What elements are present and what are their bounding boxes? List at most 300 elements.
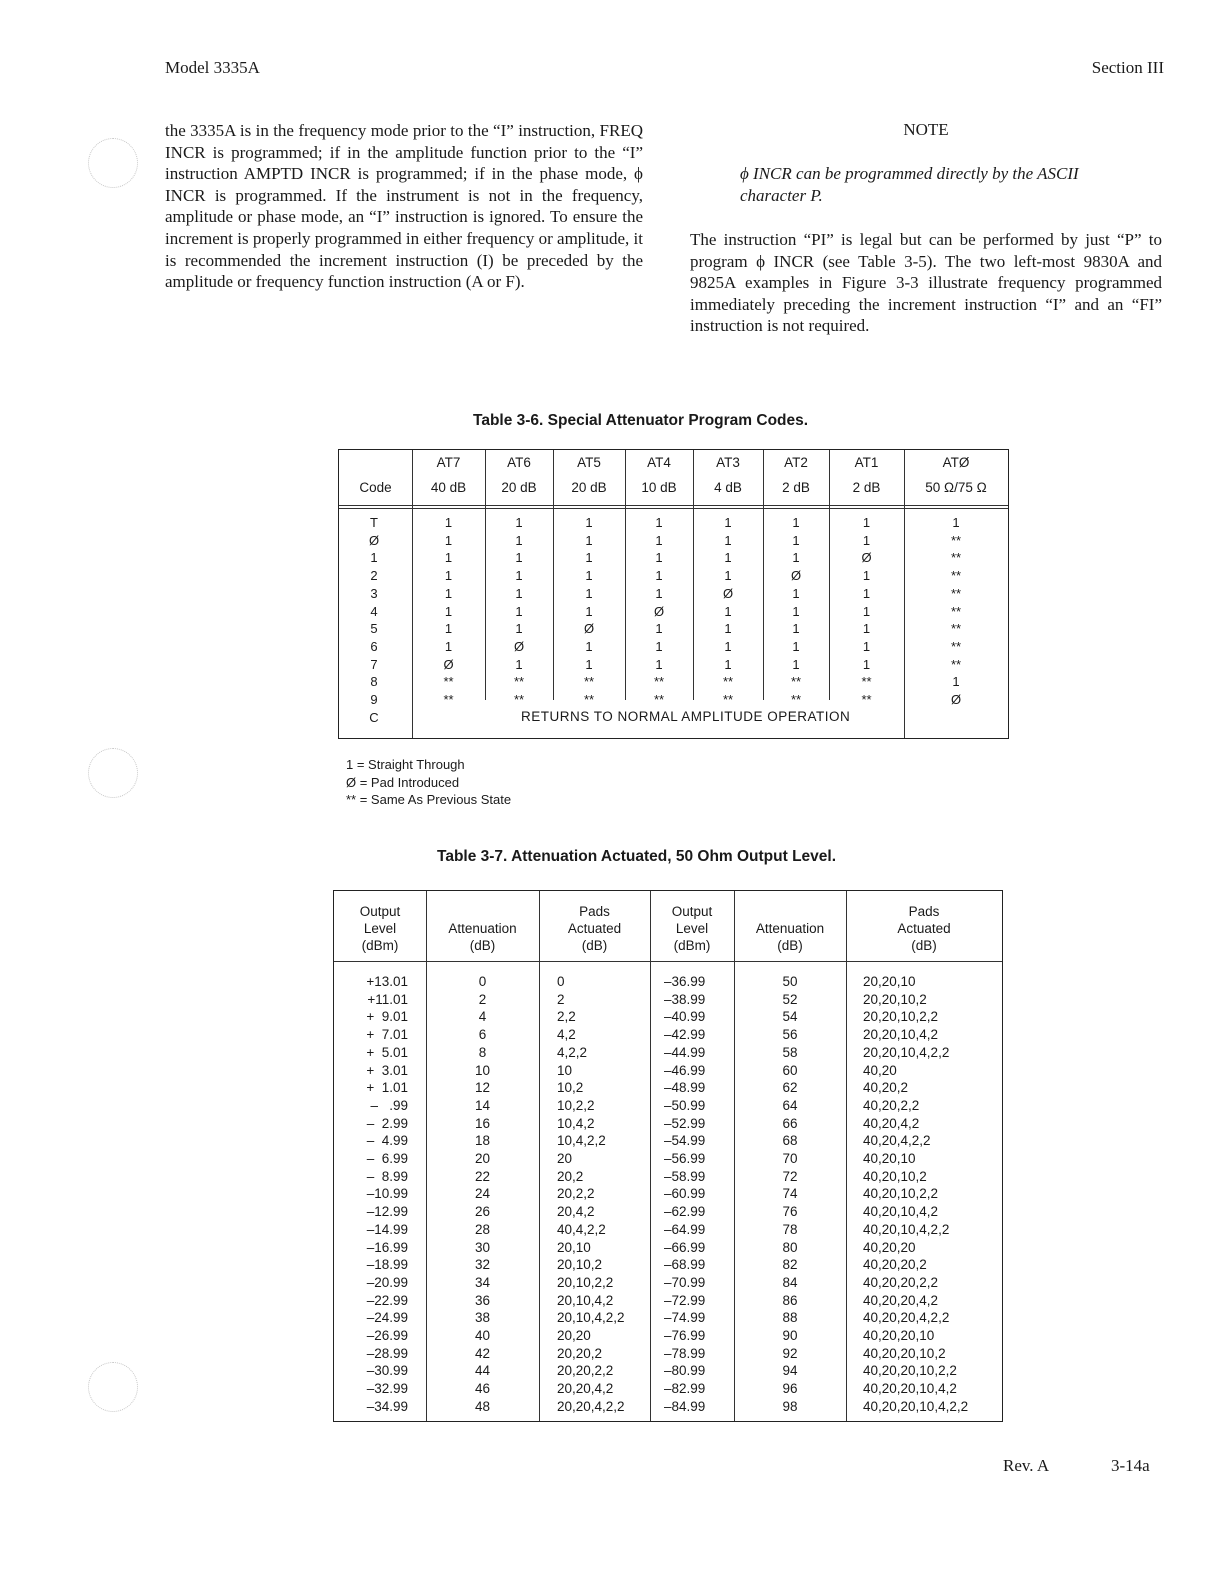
table-3-7-cell: 40,20,10,2,2 [863,1186,939,1202]
body-paragraph-left: the 3335A is in the frequency mode prior to the “I” instruction, FREQ INCR is programmed; if in the amplitude function prior to the “I” instruction AMPTD INCR is programmed; if in the phase mode, ϕ INCR is programmed. If the instrument is not in the frequency, amplitude or phase mode, an “I” instruction is ignored. To ensure the increment is properly programmed in either frequency or amplitude, it is recommended the increment instruction (I) be preceded by the amplitude or frequency function instruction (A or F). [165,121,643,292]
table-3-6-cell: ** [950,568,962,584]
table-3-6-row-code-c: C [369,709,379,725]
table-3-7-cell: –50.99 [664,1097,706,1113]
table-3-7-cell: 22 [474,1168,491,1184]
table-3-7-cell: 66 [782,1115,798,1131]
table-3-7-cell: 10,4,2 [557,1115,595,1131]
table-3-7-cell: –66.99 [664,1239,706,1255]
table-3-7-cell: –60.99 [664,1186,706,1202]
table-3-7-col-header [846,903,1002,954]
table-3-6-code-header: Code [359,480,392,495]
table-3-6-cell: ** [950,621,962,637]
table-3-6-cell: Ø [653,603,665,619]
table-3-7-header-line: Level [675,921,709,936]
table-3-7-cell: 40,20,10,4,2,2 [863,1221,950,1237]
table-3-7-cell: 20,10 [557,1239,591,1255]
table-3-7-right-output_level-column [664,973,728,1416]
table-3-7-cell: 20,2,2 [557,1186,595,1202]
table-3-7-cell: –40.99 [664,1009,706,1025]
table-3-6-cell: ** [861,692,872,707]
table-3-6-cell: ** [653,692,665,707]
table-3-6-cell: Ø [861,550,872,566]
table-3-7-cell: –18.99 [366,1257,408,1273]
table-3-6-row-code: T [370,515,378,530]
table-3-7-cell: 30 [474,1239,491,1255]
note-title: NOTE [903,120,949,139]
table-3-7-cell: –46.99 [664,1062,706,1078]
table-3-7-cell: –30.99 [366,1363,408,1379]
table-3-6-returns-note: RETURNS TO NORMAL AMPLITUDE OPERATION [521,708,851,724]
table-3-7-header-line: Output [359,904,401,919]
table-3-6-cell: ** [722,692,734,707]
table-3-7-cell: 74 [782,1186,798,1202]
table-3-6-cell: 1 [655,532,663,548]
table-3-6-cell: 1 [444,532,453,548]
table-3-7-cell: – 2.99 [366,1115,408,1131]
table-3-7-cell: 4 [478,1009,487,1025]
table-3-7-cell: 40,20,4,2,2 [863,1133,931,1149]
table-3-7-left-attenuation-column [426,973,539,1416]
table-3-6-cell: 1 [655,515,663,530]
table-3-6-cell: ** [950,585,962,601]
table-3-7-cell: 26 [474,1204,491,1220]
table-3-7-cell: 20,20,10,2 [863,991,927,1007]
table-3-7-cell: 16 [474,1115,491,1131]
table-3-7-cell: 44 [474,1363,491,1379]
table-3-6-row-code: 1 [370,550,378,566]
table-3-7-cell: 28 [474,1221,491,1237]
table-3-7-cell: +13.01 [366,974,408,989]
table-3-7-cell: 40,20,10,4,2 [863,1204,939,1220]
table-3-7-cell: 20,4,2 [557,1204,595,1220]
table-3-6-cell: 1 [862,603,871,619]
table-3-6-cell: 1 [585,638,593,654]
table-3-7-cell: 40,20,4,2 [863,1115,920,1131]
table-3-6-cell: 1 [724,532,732,548]
table-3-7-cell: 82 [782,1257,798,1273]
table-3-7-cell: 40,20,20 [863,1239,916,1255]
table-3-6-cell: 1 [655,656,663,672]
table-3-7-cell: 68 [782,1133,798,1149]
table-3-7 [333,890,1003,1422]
table-3-6-col-name: ATØ [942,455,970,470]
table-3-7-right-pads-column [863,973,1000,1416]
table-3-6-cell: Ø [583,621,595,637]
table-3-7-header-line: (dBm) [673,938,711,953]
table-3-6-row-code: 2 [370,568,378,584]
table-3-7-cell: 32 [474,1257,491,1273]
table-3-7-header-line: Actuated [567,921,622,936]
table-3-7-cell: –16.99 [366,1239,408,1255]
table-3-7-col-divider [650,891,651,1421]
table-3-6-col-value: 50 Ω/75 Ω [925,480,987,495]
table-3-6-cell: Ø [950,692,962,707]
table-3-7-cell: 50 [782,974,798,989]
table-3-7-cell: + 5.01 [366,1044,408,1060]
table-3-6-cell: 1 [585,550,593,566]
table-3-7-cell: 70 [782,1151,798,1167]
table-3-6-cell: 1 [515,656,523,672]
table-3-7-cell: 60 [782,1062,798,1078]
table-3-6-cell: 1 [444,603,453,619]
table-3-7-cell: 20,10,4,2,2 [557,1310,625,1326]
table-3-7-cell: 40,20,10 [863,1151,916,1167]
table-3-7-cell: 20,2 [557,1168,584,1184]
table-3-7-cell: 94 [782,1363,798,1379]
table-3-7-cell: –74.99 [664,1310,706,1326]
table-3-7-cell: 12 [474,1080,491,1096]
table-3-7-cell: 40,20,10,2 [863,1168,927,1184]
table-3-7-header-line: Attenuation [448,921,517,936]
table-3-6-cell: 1 [792,550,800,566]
table-3-6-cell: 1 [862,656,871,672]
table-3-6-cell: 1 [515,568,523,584]
table-3-7-cell: –52.99 [664,1115,706,1131]
table-3-7-cell: 40,20,20,10,2 [863,1345,946,1361]
table-3-7-cell: 40,20,20,2 [863,1257,927,1273]
table-3-7-header-line: Level [363,921,397,936]
table-3-7-cell: 18 [474,1133,491,1149]
table-3-7-cell: 20,20 [557,1328,591,1344]
table-3-7-cell: 40 [474,1328,491,1344]
table-3-7-cell: – .99 [370,1097,408,1113]
table-3-6-header-divider [339,505,1008,506]
table-3-6-col-value: 10 dB [641,480,677,495]
table-3-7-cell: –26.99 [366,1328,408,1344]
table-3-6-row-code: 6 [370,638,378,654]
table-3-6-col-name: AT6 [507,455,531,470]
table-3-7-cell: 20,20,10 [863,974,916,989]
table-3-7-cell: 56 [782,1027,798,1043]
binder-hole-bottom [88,1362,138,1412]
table-3-7-cell: –32.99 [366,1381,408,1397]
table-3-7-cell: 48 [474,1398,491,1414]
table-3-6-cell: 1 [724,603,732,619]
table-3-7-cell: –20.99 [366,1274,408,1290]
table-3-7-header-line: (dB) [581,938,608,953]
table-3-6-cell: 1 [515,621,523,637]
table-3-7-header-line: (dB) [777,938,803,953]
table-3-6-cell: 1 [444,515,453,530]
table-3-7-cell: 92 [782,1345,798,1361]
table-3-6-cell: ** [950,603,962,619]
table-3-7-cell: –44.99 [664,1044,706,1060]
table-3-7-col-header [334,903,426,954]
table-3-7-cell: 4,2 [557,1027,576,1043]
table-3-6-cell: ** [653,674,665,690]
table-3-7-cell: 40,20,20,10,2,2 [863,1363,957,1379]
table-3-6-row-code: 3 [370,585,378,601]
table-3-7-cell: 40,20,20,10,4,2,2 [863,1398,969,1414]
table-3-7-cell: 58 [782,1044,798,1060]
table-3-6-cell: 1 [724,656,732,672]
table-3-7-cell: 20,20,10,2,2 [863,1009,939,1025]
table-3-7-cell: –36.99 [664,974,706,989]
table-3-7-left-output_level-column [342,973,408,1416]
table-3-7-cell: –34.99 [366,1398,408,1414]
table-3-7-header-line: (dBm) [361,938,399,953]
table-3-6-cell: Ø [513,638,525,654]
table-3-6-cell: ** [722,674,734,690]
table-3-7-cell: 2 [478,991,487,1007]
table-3-6-cell: 1 [724,638,732,654]
table-3-6-cell: 1 [515,515,523,530]
table-3-7-cell: 10 [474,1062,491,1078]
table-3-7-cell: 20,20,2,2 [557,1363,614,1379]
table-3-6-col-name: AT2 [784,455,808,470]
table-3-6-cell: 1 [792,621,800,637]
table-3-7-cell: –76.99 [664,1328,706,1344]
table-3-6-cell: 1 [444,568,453,584]
table-3-7-cell: 40,20,2,2 [863,1097,920,1113]
table-3-6-cell: 1 [724,621,732,637]
table-3-7-cell: 46 [474,1381,491,1397]
table-3-7-cell: 40,20,20,10 [863,1328,935,1344]
table-3-7-cell: 40,4,2,2 [557,1221,606,1237]
table-3-7-cell: 20 [557,1151,573,1167]
table-3-7-header-line: (dB) [911,938,937,953]
table-3-6-cell: 1 [655,568,663,584]
table-3-6-col-name: AT4 [647,455,671,470]
table-3-7-cell: –58.99 [664,1168,706,1184]
table-3-7-cell: 14 [474,1097,491,1113]
table-3-7-cell: + 1.01 [366,1080,408,1096]
table-3-6-cell: 1 [515,532,523,548]
table-3-7-cell: –80.99 [664,1363,706,1379]
table-3-7-cell: 80 [782,1239,798,1255]
table-3-6-row-code: 4 [370,603,378,619]
table-3-6-col-value: 40 dB [430,480,467,495]
table-3-7-cell: 20 [474,1151,491,1167]
table-3-7-cell: 34 [474,1274,491,1290]
table-3-6-row-code: 5 [370,621,378,637]
table-3-7-cell: + 7.01 [366,1027,408,1043]
binder-hole-top [88,138,138,188]
table-3-6-col-value: 2 dB [782,480,810,495]
table-3-6-cell: 1 [585,656,593,672]
table-3-7-cell: 20,10,2,2 [557,1274,614,1290]
table-3-7-cell: 6 [478,1027,487,1043]
legend-straight-through: 1 = Straight Through [346,757,465,772]
table-3-7-header-divider [334,961,1002,962]
table-3-7-cell: 52 [782,991,798,1007]
table-3-6-cell: 1 [515,603,523,619]
table-3-6-col-name: AT3 [716,455,740,470]
table-3-7-cell: 20,20,10,4,2,2 [863,1044,950,1060]
table-3-7-cell: 40,20,20,10,4,2 [863,1381,957,1397]
table-3-6-cell: ** [583,692,595,707]
table-3-7-col-header [650,903,734,954]
table-3-7-cell: 10 [557,1062,573,1078]
table-3-6-col-value: 2 dB [852,480,881,495]
table-3-6-cell: ** [583,674,595,690]
footer-page-number: 3-14a [1111,1456,1150,1475]
table-3-6-col-value: 20 dB [501,480,537,495]
table-3-6-cell: 1 [515,550,523,566]
table-3-6-cell: 1 [655,621,663,637]
table-3-7-cell: –54.99 [664,1133,706,1149]
table-3-6-cell: 1 [724,550,732,566]
table-3-7-cell: 72 [782,1168,798,1184]
table-3-7-col-divider [846,891,847,1421]
table-3-6-cell: 1 [792,603,800,619]
table-3-7-header-line: Attenuation [755,921,825,936]
table-3-7-cell: 2 [557,991,565,1007]
table-3-7-cell: 20,20,4,2 [557,1381,614,1397]
table-3-7-cell: 78 [782,1221,798,1237]
table-3-7-cell: 4,2,2 [557,1044,588,1060]
table-3-7-col-header [734,920,846,954]
table-3-6-cell: ** [950,656,962,672]
table-3-6-cell: ** [790,674,802,690]
table-3-7-cell: 76 [782,1204,798,1220]
header-section: Section III [1091,58,1164,77]
table-3-6-cell: 1 [444,550,453,566]
table-3-7-cell: 84 [782,1274,798,1290]
table-3-7-col-divider [539,891,540,1421]
table-3-7-cell: 96 [782,1381,798,1397]
table-3-6-row-code: 8 [370,674,378,690]
table-3-7-right-attenuation-column [734,973,846,1416]
table-3-7-col-header [539,903,650,954]
table-3-7-cell: –22.99 [366,1292,408,1308]
table-3-6-cell: 1 [792,532,800,548]
table-3-7-header-line: Actuated [897,921,951,936]
table-3-6-caption: Table 3-6. Special Attenuator Program Codes. [473,412,809,429]
body-paragraph-right: The instruction “PI” is legal but can be performed by just “P” to program ϕ INCR (see Table 3-5). The two left-most 9830A and 9825A examples in Figure 3-3 illustrate frequency programmed immediately preceding the increment instruction “I” and an “FI” instruction is not required. [690,230,1162,336]
table-3-7-cell: 10,4,2,2 [557,1133,606,1149]
table-3-6-cell: 1 [585,585,593,601]
table-3-7-cell: 42 [474,1345,491,1361]
table-3-7-cell: +11.01 [367,991,408,1007]
table-3-6-cell: 1 [862,568,871,584]
table-3-6 [338,449,1009,739]
table-3-7-cell: 20,20,4,2,2 [557,1398,625,1414]
table-3-7-header-line: Pads [579,904,610,919]
table-3-6-cell: 1 [862,621,871,637]
table-3-6-cell: 1 [862,532,871,548]
table-3-7-cell: 40,20,20,4,2 [863,1292,939,1308]
table-3-7-cell: 54 [782,1009,798,1025]
table-3-7-header-line: (dB) [469,938,496,953]
table-3-7-header-line: Output [671,904,713,919]
table-3-7-cell: –24.99 [366,1310,408,1326]
table-3-6-cell: 1 [444,585,453,601]
table-3-6-col-value: 4 dB [714,480,742,495]
table-3-7-cell: –82.99 [664,1381,706,1397]
table-3-7-cell: 10,2,2 [557,1097,595,1113]
table-3-6-header-divider-2 [339,508,1008,509]
table-3-7-col-header [426,920,539,954]
footer-revision: Rev. A [1003,1456,1050,1475]
table-3-7-cell: 40,20,2 [863,1080,909,1096]
table-3-7-cell: 0 [557,974,565,989]
table-3-6-cell: 1 [792,585,800,601]
table-3-7-cell: 40,20,20,2,2 [863,1274,939,1290]
table-3-7-cell: 8 [478,1044,487,1060]
table-3-7-cell: 40,20 [863,1062,897,1078]
table-3-6-row-code: Ø [368,532,380,548]
table-3-7-cell: 24 [474,1186,491,1202]
table-3-7-left-pads-column [557,973,649,1416]
table-3-7-cell: 40,20,20,4,2,2 [863,1310,950,1326]
table-3-6-cell: 1 [585,603,593,619]
table-3-7-cell: 62 [782,1080,798,1096]
table-3-6-cell: ** [950,550,962,566]
table-3-7-cell: –28.99 [366,1345,408,1361]
table-3-6-cell: ** [513,674,525,690]
table-3-7-cell: 36 [474,1292,491,1308]
table-3-6-cell: Ø [790,568,802,584]
table-3-7-cell: –72.99 [664,1292,706,1308]
table-3-7-cell: –64.99 [664,1221,706,1237]
table-3-6-cell: ** [790,692,802,707]
table-3-7-cell: 98 [782,1398,798,1414]
table-3-7-cell: 2,2 [557,1009,576,1025]
table-3-6-cell: 1 [444,621,453,637]
table-3-6-cell: 1 [515,585,523,601]
table-3-6-cell: ** [513,692,525,707]
table-3-6-cell: 1 [792,638,800,654]
table-3-6-row-code: 9 [370,692,378,707]
table-3-7-cell: –38.99 [664,991,706,1007]
legend-pad-introduced: Ø = Pad Introduced [346,775,460,790]
table-3-6-cell: 1 [585,515,593,530]
table-3-6-cell: 1 [952,674,960,690]
table-3-6-col-name: AT7 [436,455,461,470]
table-3-6-cell: 1 [444,638,453,654]
table-3-6-cell: Ø [443,656,454,672]
table-3-7-cell: 64 [782,1097,798,1113]
table-3-6-row-code: 7 [370,656,378,672]
table-3-6-cell: 1 [724,515,732,530]
table-3-7-cell: 20,20,10,4,2 [863,1027,939,1043]
table-3-7-cell: – 8.99 [366,1168,408,1184]
table-3-6-cell: 1 [792,656,800,672]
table-3-6-cell: 1 [655,550,663,566]
table-3-7-cell: 0 [478,974,487,989]
table-3-6-col-name: AT1 [854,455,879,470]
table-3-7-cell: –42.99 [664,1027,706,1043]
table-3-7-cell: 20,10,4,2 [557,1292,614,1308]
table-3-7-cell: 20,20,2 [557,1345,603,1361]
header-model: Model 3335A [165,58,260,77]
binder-hole-middle [88,748,138,798]
table-3-7-cell: –48.99 [664,1080,706,1096]
table-3-7-cell: –56.99 [664,1151,706,1167]
table-3-7-cell: 86 [782,1292,798,1308]
table-3-6-cell: ** [443,674,454,690]
note-text: ϕ INCR can be programmed directly by the ASCII character P. [740,164,1079,205]
table-3-6-cell: ** [950,638,962,654]
table-3-6-cell: 1 [952,515,960,530]
table-3-7-cell: 20,10,2 [557,1257,603,1273]
table-3-7-cell: + 3.01 [366,1062,408,1078]
table-3-7-cell: 90 [782,1328,798,1344]
table-3-6-cell: ** [443,692,454,707]
table-3-7-header-line: Pads [908,904,940,919]
table-3-6-cell: 1 [792,515,800,530]
legend-same-as-previous: ** = Same As Previous State [346,792,512,807]
table-3-7-cell: – 4.99 [366,1133,408,1149]
table-3-7-cell: –62.99 [664,1204,706,1220]
table-3-6-cell: 1 [655,638,663,654]
table-3-6-col-value: 20 dB [571,480,607,495]
table-3-7-cell: –84.99 [664,1398,706,1414]
table-3-6-cell: 1 [655,585,663,601]
table-3-7-cell: –14.99 [366,1221,408,1237]
table-3-6-cell: 1 [585,532,593,548]
